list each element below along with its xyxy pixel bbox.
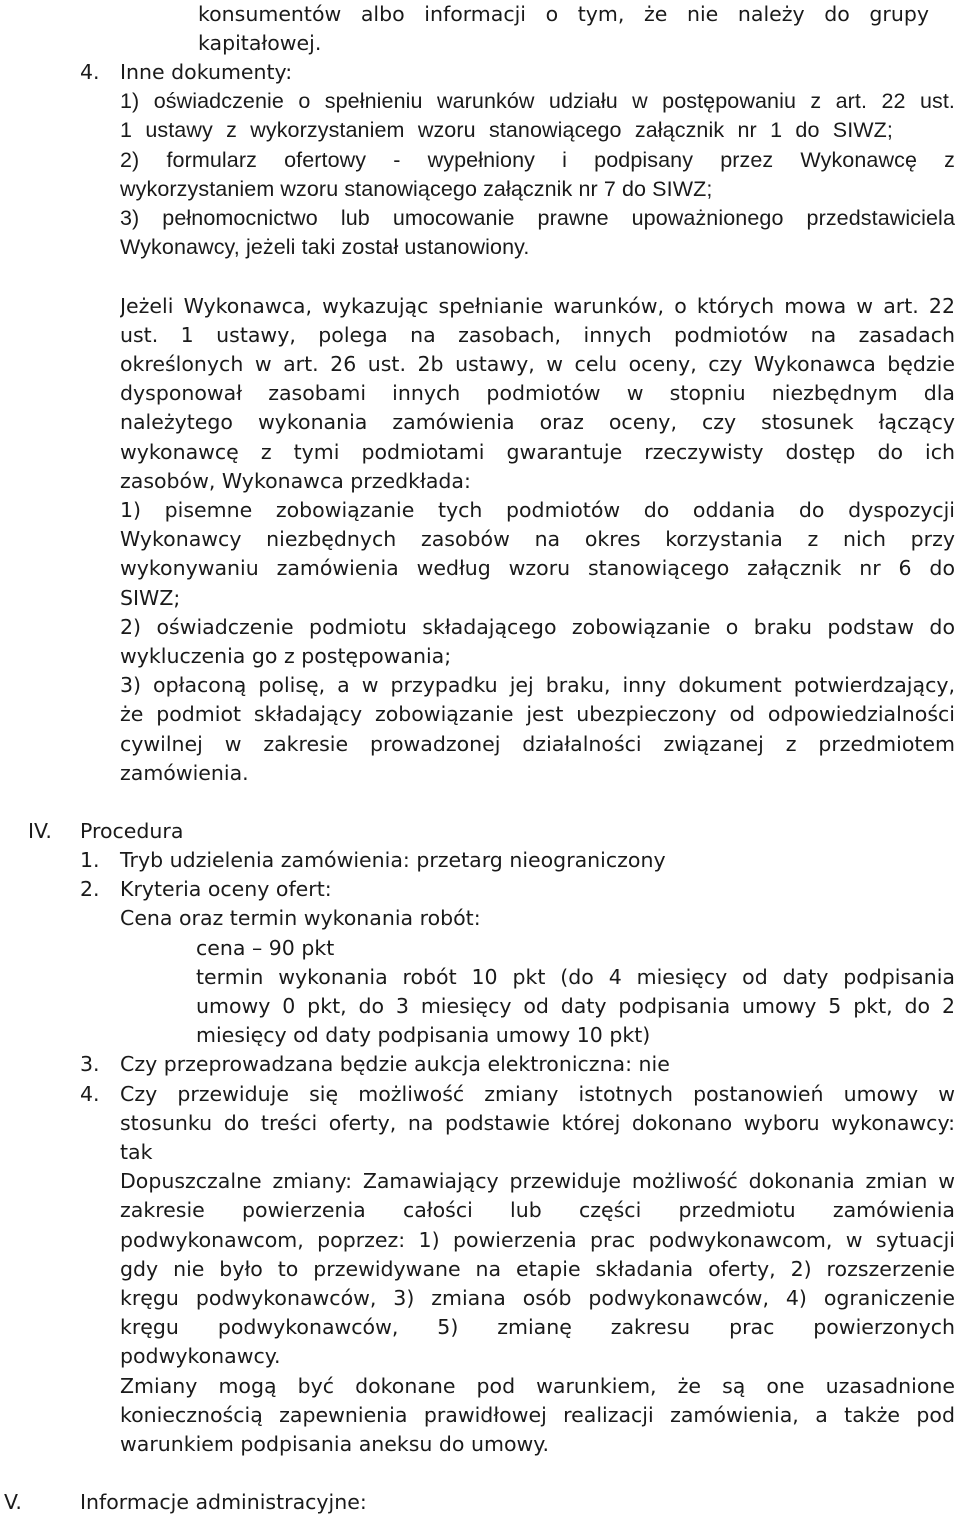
changes-line: zakresie powierzenia całości lub części przedmiotu zamówienia	[120, 1198, 955, 1222]
item-4-line: Czy przewiduje się możliwość zmiany istotnych postanowień umowy w	[120, 1082, 955, 1106]
resources-line: określonych w art. 26 ust. 2b ustawy, w celu oceny, czy Wykonawca będzie	[120, 352, 955, 376]
section-4-title: Inne dokumenty:	[120, 60, 293, 84]
section-4-line: Wykonawcy, jeżeli taki został ustanowiony.	[120, 235, 530, 259]
resources-line: należytego wykonania zamówienia oraz oceny, czy stosunek łączący	[120, 410, 955, 434]
resources-line: wykonawcę z tymi podmiotami gwarantuje rzeczywisty dostęp do ich	[120, 440, 955, 464]
criteria-term-line: termin wykonania robót 10 pkt (do 4 miesięcy od daty podpisania	[196, 965, 955, 989]
changes-line: kręgu podwykonawców, 5) zmianę zakresu prac powierzonych	[120, 1315, 955, 1339]
resources-line: zasobów, Wykonawca przedkłada:	[120, 469, 471, 493]
item-1-number: 1.	[80, 848, 100, 872]
changes-line: podwykonawcy.	[120, 1344, 281, 1368]
section-IV-number: IV.	[28, 819, 52, 843]
criteria-term-line: miesięcy od daty podpisania umowy 10 pkt)	[196, 1023, 651, 1047]
item-2-text: Kryteria oceny ofert:	[120, 877, 332, 901]
item-3-text: Czy przeprowadzana będzie aukcja elektroniczna: nie	[120, 1052, 670, 1076]
resources-line: zamówienia.	[120, 761, 249, 785]
section-4-line: 2) formularz ofertowy - wypełniony i podpisany przez Wykonawcę z	[120, 148, 955, 172]
intro-line: kapitałowej.	[198, 31, 322, 55]
item-4-line: stosunku do treści oferty, na podstawie której dokonano wyboru wykonawcy:	[120, 1111, 955, 1135]
resources-line: Wykonawcy niezbędnych zasobów na okres korzystania z nich przy	[120, 527, 955, 551]
section-IV-title: Procedura	[80, 819, 184, 843]
conditions-line: Zmiany mogą być dokonane pod warunkiem, że są one uzasadnione	[120, 1374, 955, 1398]
resources-line: 3) opłaconą polisę, a w przypadku jej braku, inny dokument potwierdzający,	[120, 673, 955, 697]
criteria-term-line: umowy 0 pkt, do 3 miesięcy od daty podpisania umowy 5 pkt, do 2	[196, 994, 955, 1018]
section-4-line: wykorzystaniem wzoru stanowiącego załącznik nr 7 do SIWZ;	[120, 177, 713, 201]
resources-line: 2) oświadczenie podmiotu składającego zobowiązanie o braku podstaw do	[120, 615, 955, 639]
conditions-line: warunkiem podpisania aneksu do umowy.	[120, 1432, 549, 1456]
section-4-line: 1 ustawy z wykorzystaniem wzoru stanowiącego załącznik nr 1 do SIWZ;	[120, 118, 893, 142]
conditions-line: koniecznością zapewnienia prawidłowej realizacji zamówienia, a także pod	[120, 1403, 955, 1427]
item-4-line: tak	[120, 1140, 153, 1164]
resources-line: 1) pisemne zobowiązanie tych podmiotów do oddania do dyspozycji	[120, 498, 955, 522]
intro-line: konsumentów albo informacji o tym, że nie należy do grupy	[198, 2, 929, 26]
changes-line: gdy nie było to przewidywane na etapie składania oferty, 2) rozszerzenie	[120, 1257, 955, 1281]
item-3-number: 3.	[80, 1052, 100, 1076]
criteria-price: cena – 90 pkt	[196, 936, 335, 960]
resources-line: dysponował zasobami innych podmiotów w stopniu niezbędnym dla	[120, 381, 955, 405]
resources-line: Jeżeli Wykonawca, wykazując spełnianie warunków, o których mowa w art. 22	[120, 294, 955, 318]
resources-line: ust. 1 ustawy, polega na zasobach, innych podmiotów na zasadach	[120, 323, 955, 347]
section-4-line: 3) pełnomocnictwo lub umocowanie prawne upoważnionego przedstawiciela	[120, 206, 955, 230]
item-2-number: 2.	[80, 877, 100, 901]
changes-line: Dopuszczalne zmiany: Zamawiający przewiduje możliwość dokonania zmian w	[120, 1169, 955, 1193]
resources-line: cywilnej w zakresie prowadzonej działalności związanej z przedmiotem	[120, 732, 955, 756]
item-1-text: Tryb udzielenia zamówienia: przetarg nieograniczony	[120, 848, 666, 872]
section-V-number: V.	[4, 1490, 22, 1514]
resources-line: wykonywaniu zamówienia według wzoru stanowiącego załącznik nr 6 do	[120, 556, 955, 580]
resources-line: że podmiot składający zobowiązanie jest ubezpieczony od odpowiedzialności	[120, 702, 955, 726]
section-V-title: Informacje administracyjne:	[80, 1490, 367, 1514]
section-4-line: 1) oświadczenie o spełnieniu warunków udziału w postępowaniu z art. 22 ust.	[120, 89, 955, 113]
changes-line: kręgu podwykonawców, 3) zmiana osób podwykonawców, 4) ograniczenie	[120, 1286, 955, 1310]
item-4-number: 4.	[80, 1082, 100, 1106]
criteria-heading: Cena oraz termin wykonania robót:	[120, 906, 481, 930]
changes-line: podwykonawcom, poprzez: 1) powierzenia prac podwykonawcom, w sytuacji	[120, 1228, 955, 1252]
resources-line: wykluczenia go z postępowania;	[120, 644, 452, 668]
section-4-number: 4.	[80, 60, 100, 84]
resources-line: SIWZ;	[120, 586, 181, 610]
